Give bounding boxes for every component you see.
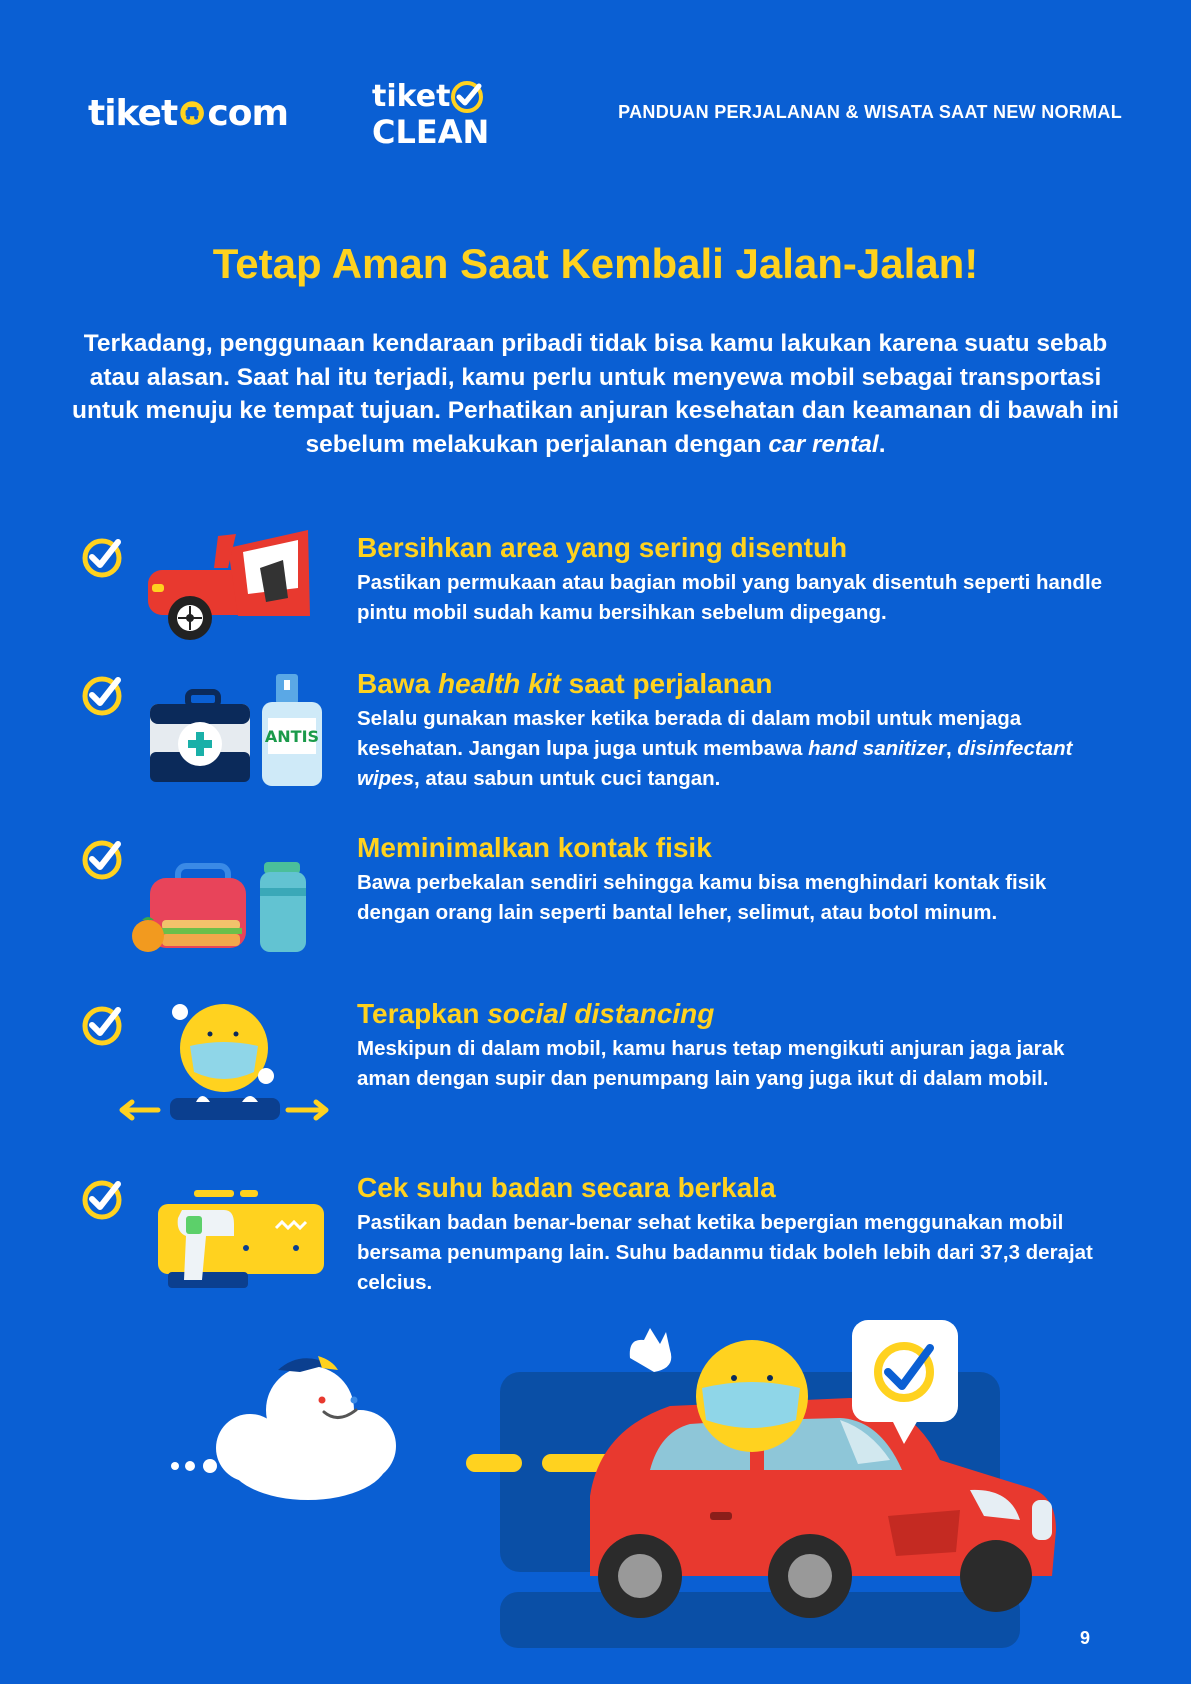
bottom-illustration	[150, 1320, 1080, 1650]
tip-heading-post: saat perjalanan	[560, 668, 773, 699]
clean-logo-bottom: CLEAN	[372, 113, 490, 151]
tiket-clean-logo	[372, 80, 512, 152]
logo-text-left: tiket	[88, 92, 178, 134]
tip-body-text: Selalu gunakan masker ketika berada di dalam mobil untuk menjaga kesehatan. Jangan lupa juga untuk membawa	[357, 707, 1022, 760]
tiket-com-logo	[88, 88, 288, 138]
tip-heading-emphasis: social distancing	[487, 998, 715, 1029]
tip-body-emphasis: disinfectant wipes	[357, 737, 1073, 790]
tip-heading-pre: Terapkan	[357, 998, 488, 1029]
tip-heading: Cek suhu badan secara berkala	[357, 1172, 776, 1203]
check-icon	[80, 836, 124, 880]
tip-heading	[357, 668, 773, 700]
check-icon	[80, 1176, 124, 1220]
tip-body-text: , atau sabun untuk cuci tangan.	[413, 767, 721, 790]
tip-heading-pre: Bawa	[357, 668, 438, 699]
intro-paragraph	[70, 327, 1121, 461]
tip-heading: Bersihkan area yang sering disentuh	[357, 532, 848, 563]
cloud-mascot-icon	[171, 1356, 396, 1500]
check-badge-icon	[450, 80, 484, 114]
tip-heading-emphasis: health kit	[437, 668, 561, 699]
tip-body: Bawa perbekalan sendiri sehingga kamu bisa menghindari kontak fisik dengan orang lain seperti bantal leher, selimut, atau botol minum.	[357, 871, 1047, 924]
tip-body	[357, 704, 1117, 794]
health-kit-icon	[148, 672, 328, 790]
intro-text: Terkadang, penggunaan kendaraan pribadi tidak bisa kamu lakukan karena suatu sebab atau alasan. Saat hal itu terjadi, kamu perlu untuk menyewa mobil sebagai transportasi untuk menuju ke tempat tujuan. Perhatikan anjuran kesehatan dan keamanan di bawah ini sebelum melakukan perjalanan dengan	[72, 330, 1119, 458]
tip-body: Meskipun di dalam mobil, kamu harus tetap mengikuti anjuran jaga jarak aman dengan supir dan penumpang lain yang juga ikut di dalam mobil.	[357, 1037, 1065, 1090]
intro-end: .	[878, 430, 886, 458]
logo-text-right: com	[207, 92, 288, 134]
thermometer-icon	[156, 1188, 326, 1292]
page-title: Tetap Aman Saat Kembali Jalan-Jalan!	[212, 240, 979, 287]
tip-body: Pastikan permukaan atau bagian mobil yang banyak disentuh seperti handle pintu mobil sudah kamu bersihkan sebelum dipegang.	[357, 571, 1103, 624]
tip-body-text: ,	[945, 737, 958, 760]
check-icon	[80, 534, 124, 578]
speed-line	[466, 1454, 522, 1472]
tip-heading: Meminimalkan kontak fisik	[357, 832, 712, 863]
clean-logo-top: tiket	[372, 79, 451, 114]
car-logo-icon	[179, 93, 205, 133]
background-panel	[500, 1592, 1020, 1648]
page-number: 9	[1080, 1628, 1091, 1648]
car-door-icon	[148, 528, 313, 640]
tip-heading	[357, 998, 714, 1030]
social-distancing-icon	[118, 994, 332, 1126]
intro-emphasis: car rental	[768, 430, 879, 458]
supplies-icon	[132, 862, 314, 954]
header-title: PANDUAN PERJALANAN & WISATA SAAT NEW NORMAL	[618, 102, 1122, 122]
tip-body-emphasis: hand sanitizer	[808, 737, 946, 760]
check-icon	[80, 672, 124, 716]
tip-body: Pastikan badan benar-benar sehat ketika bepergian menggunakan mobil bersama penumpang lain. Suhu badanmu tidak boleh lebih dari 37,3 derajat celcius.	[357, 1211, 1093, 1294]
sanitizer-label: ANTIS	[264, 727, 320, 746]
